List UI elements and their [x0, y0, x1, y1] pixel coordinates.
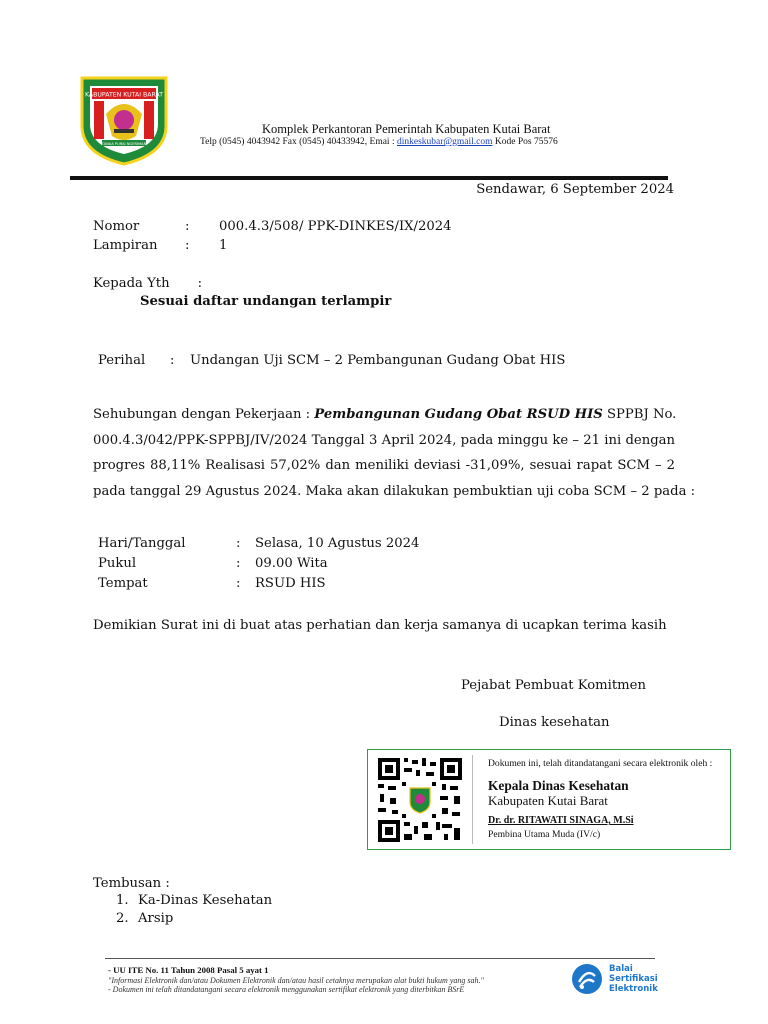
para-line-1 — [93, 402, 675, 428]
qr-code-icon — [376, 756, 464, 844]
esign-note: Dokumen ini, telah ditandatangani secara elektronik oleh : — [488, 758, 713, 769]
tembusan-item-number: 1. — [116, 893, 129, 908]
para-line-4: pada tanggal 29 Agustus 2024. Maka akan dilakukan pembuktian uji coba SCM – 2 pada : — [93, 483, 696, 499]
lampiran-row — [93, 238, 227, 253]
schedule-row-date — [98, 536, 419, 551]
schedule-value: Selasa, 10 Agustus 2024 — [255, 536, 420, 551]
esign-signer-rank: Pembina Utama Muda (IV/c) — [488, 829, 601, 840]
esign-signer-name: Dr. dr. RITAWATI SINAGA, M.Si — [488, 815, 634, 826]
schedule-colon: : — [236, 556, 241, 571]
bsre-logo-icon — [570, 962, 604, 996]
kepada-line — [93, 276, 202, 291]
contact-phone-fax: Telp (0545) 4043942 Fax (0545) 40433942, Emai : — [200, 137, 397, 147]
esign-title: Kepala Dinas Kesehatan — [488, 778, 629, 793]
esign-divider — [472, 755, 473, 844]
lampiran-label: Lampiran — [93, 238, 158, 253]
schedule-colon: : — [236, 576, 241, 591]
nomor-label: Nomor — [93, 219, 140, 234]
signer-role: Pejabat Pembuat Komitmen — [461, 678, 646, 693]
schedule-value: RSUD HIS — [255, 576, 326, 591]
project-name: Pembangunan Gudang Obat RSUD HIS — [314, 407, 603, 422]
letterhead-rule — [70, 176, 668, 180]
logo-motto: TANAA PURAI NGERIMAN — [101, 142, 147, 146]
para-intro: Sehubungan dengan Pekerjaan : — [93, 407, 315, 422]
lampiran-value: 1 — [219, 238, 228, 253]
kepada-label: Kepada Yth — [93, 276, 170, 291]
electronic-signature-box — [367, 749, 731, 850]
tembusan-item-number: 2. — [116, 911, 129, 926]
schedule-row-time — [98, 556, 328, 571]
nomor-value: 000.4.3/508/ PPK-DINKES/IX/2024 — [219, 219, 452, 234]
lampiran-colon: : — [185, 238, 190, 253]
closing-sentence: Demikian Surat ini di buat atas perhatian dan kerja samanya di ucapkan terima kasih — [93, 618, 667, 633]
tembusan-item — [116, 911, 173, 926]
nomor-colon: : — [185, 219, 190, 234]
para-line-3: progres 88,11% Realisasi 57,02% dan meniliki deviasi -31,09%, sesuai rapat SCM – 2 — [93, 458, 675, 473]
recipient: Sesuai daftar undangan terlampir — [140, 294, 392, 309]
bsre-line-2: Sertifikasi — [609, 974, 658, 984]
postal-code: Kode Pos 75576 — [492, 137, 558, 147]
perihal-value: Undangan Uji SCM – 2 Pembangunan Gudang Obat HIS — [190, 353, 566, 368]
tembusan-label: Tembusan : — [93, 876, 170, 891]
para-line-2: 000.4.3/042/PPK-SPPBJ/IV/2024 Tanggal 3 April 2024, pada minggu ke – 21 ini dengan — [93, 432, 675, 448]
kepada-colon: : — [197, 276, 203, 291]
bsre-logo-text — [609, 964, 658, 994]
schedule-value: 09.00 Wita — [255, 556, 328, 571]
perihal-row — [98, 353, 565, 368]
nomor-row — [93, 219, 452, 234]
logo-text: KABUPATEN KUTAI BARAT — [84, 91, 164, 99]
footer-law: - UU ITE No. 11 Tahun 2008 Pasal 5 ayat 1 — [108, 965, 269, 975]
tembusan-item-text: Ka-Dinas Kesehatan — [138, 893, 273, 908]
schedule-colon: : — [236, 536, 241, 551]
tembusan-item-text: Arsip — [138, 911, 174, 926]
footer-rule — [105, 958, 655, 959]
bsre-line-1: Balai — [609, 964, 633, 974]
para-sppbj: SPPBJ No. — [602, 407, 677, 422]
esign-subtitle: Kabupaten Kutai Barat — [488, 793, 608, 808]
footer-note-1: "Informasi Elektronik dan/atau Dokumen Elektronik dan/atau hasil cetaknya merupakan alat bukti hukum yang sah." — [108, 976, 484, 985]
tembusan-item — [116, 893, 272, 908]
email-link[interactable]: dinkeskubar@gmail.com — [396, 137, 493, 147]
schedule-label: Pukul — [98, 556, 137, 571]
body-paragraph — [93, 402, 696, 504]
footer-note-2: - Dokumen ini telah ditandatangani secara elektronik menggunakan sertifikat elektronik yang diterbitkan BSrE — [108, 985, 465, 994]
letter-date: Sendawar, 6 September 2024 — [476, 182, 674, 197]
perihal-label: Perihal — [98, 353, 146, 368]
bsre-line-3: Elektronik — [609, 984, 658, 994]
perihal-colon: : — [170, 353, 175, 368]
kutai-barat-logo — [76, 74, 172, 166]
schedule-label: Tempat — [98, 576, 148, 591]
signer-office: Dinas kesehatan — [499, 715, 610, 730]
schedule-row-place — [98, 576, 326, 591]
schedule-label: Hari/Tanggal — [98, 536, 186, 551]
letterhead-contact — [200, 137, 558, 147]
letterhead-address: Komplek Perkantoran Pemerintah Kabupaten Kutai Barat — [262, 122, 551, 136]
